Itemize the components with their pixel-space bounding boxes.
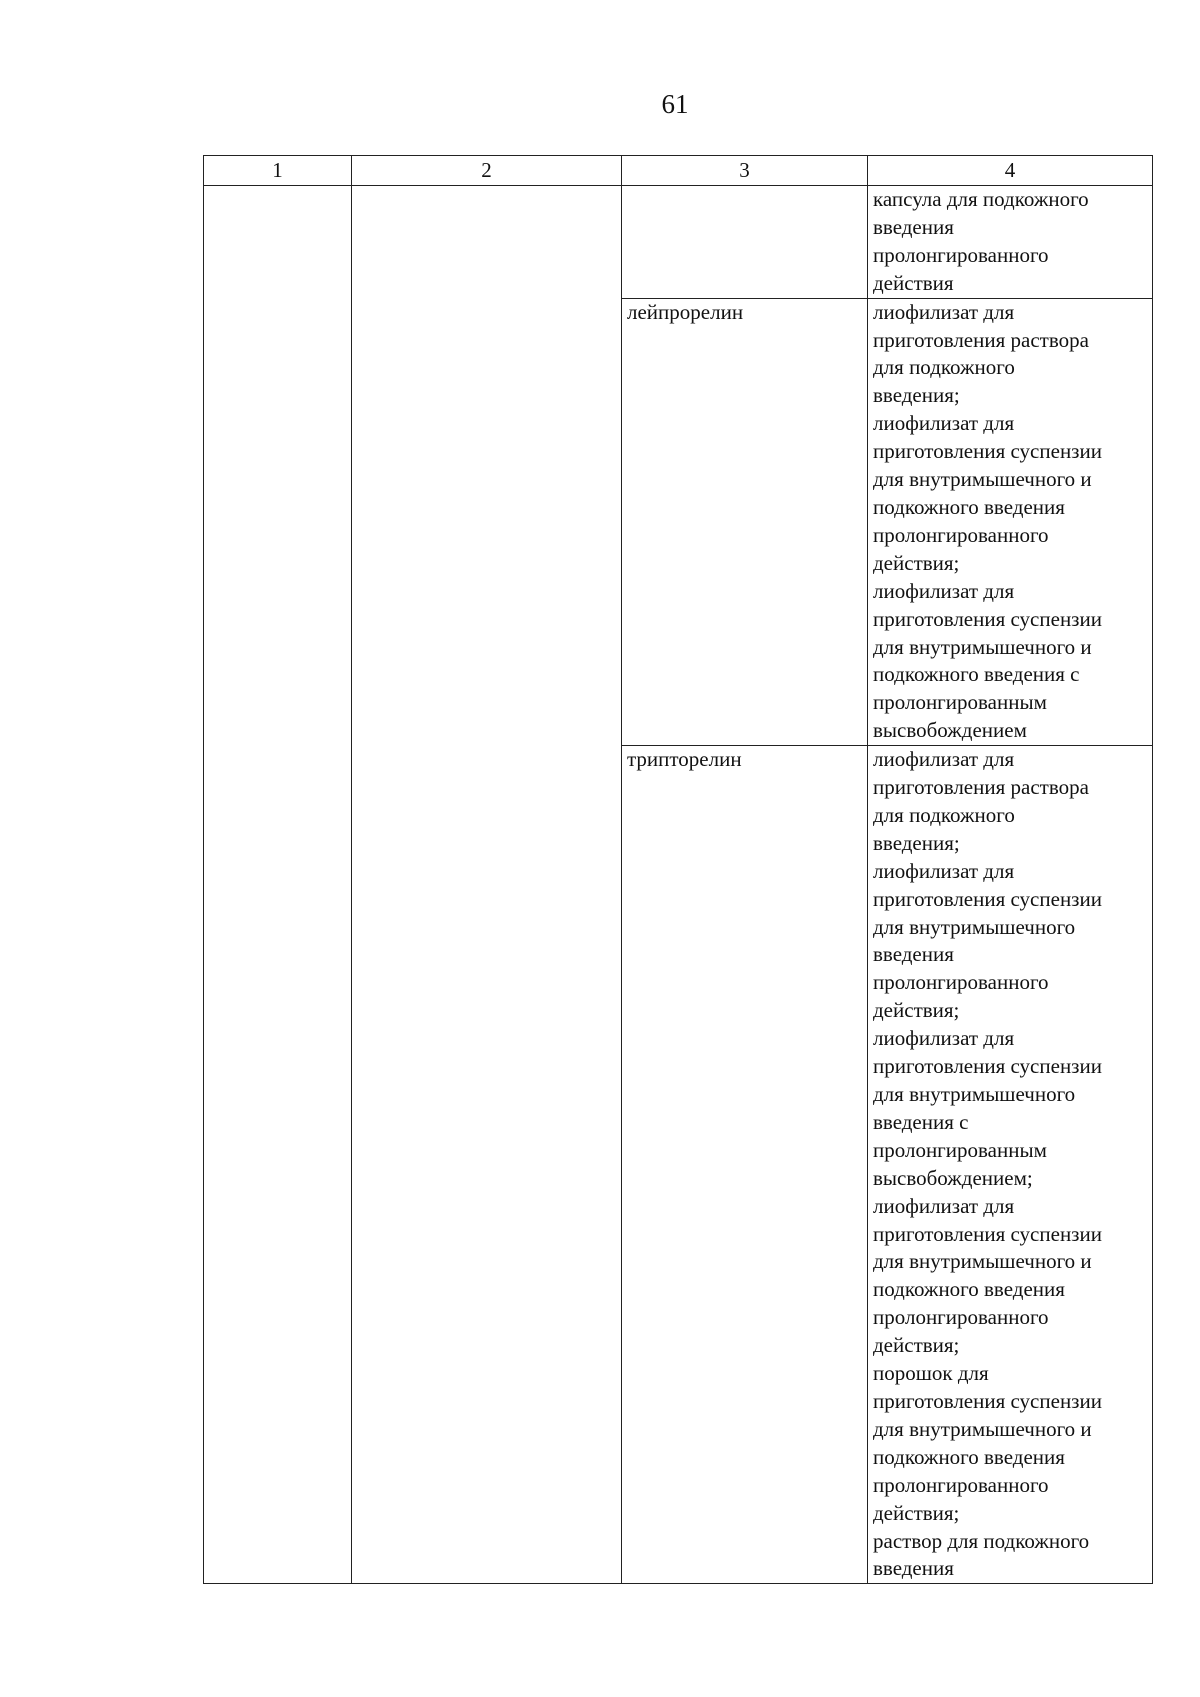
table-header-row (204, 156, 1153, 186)
dosage-form-cell (868, 298, 1153, 746)
page-number: 61 (661, 89, 689, 119)
group-code-cell (204, 186, 352, 1584)
table-header-cell: 1 (204, 156, 352, 186)
table-header-cell: 2 (352, 156, 622, 186)
dosage-form-cell (868, 186, 1153, 299)
dosage-form: лиофилизат для приготовления раствора для подкожного введения; лиофилизат для приготовления суспензии для внутримышечного и подкожного введения пролонгированного действия; лиофилизат для приготовления суспензии для внутримышечного и подкожного введения с пролонгированным высвобождением (873, 299, 1102, 743)
drug-name: лейпрорелин (627, 299, 744, 324)
table-header-cell: 3 (622, 156, 868, 186)
drug-table (203, 155, 1153, 1584)
dosage-form-cell (868, 746, 1153, 1584)
dosage-form: капсула для подкожного введения пролонгированного действия (873, 187, 1089, 295)
dosage-form: лиофилизат для приготовления раствора для подкожного введения; лиофилизат для приготовления суспензии для внутримышечного введения пролонгированного действия; лиофилизат для приготовления суспензии для внутримышечного введения с пролонгированным высвобождением; лиофилизат для приготовления суспензии для внутримышечного и подкожного введения пролонгированного действия; порошок для приготовления суспензии для внутримышечного и подкожного введения пролонгированного действия; раствор для подкожного введения (873, 747, 1102, 1581)
drug-name: трипторелин (627, 747, 742, 772)
drug-name-cell (622, 746, 868, 1584)
table-row (204, 186, 1153, 299)
drug-name-cell (622, 298, 868, 746)
drug-name-cell (622, 186, 868, 299)
group-name-cell (352, 186, 622, 1584)
table-header-cell: 4 (868, 156, 1153, 186)
